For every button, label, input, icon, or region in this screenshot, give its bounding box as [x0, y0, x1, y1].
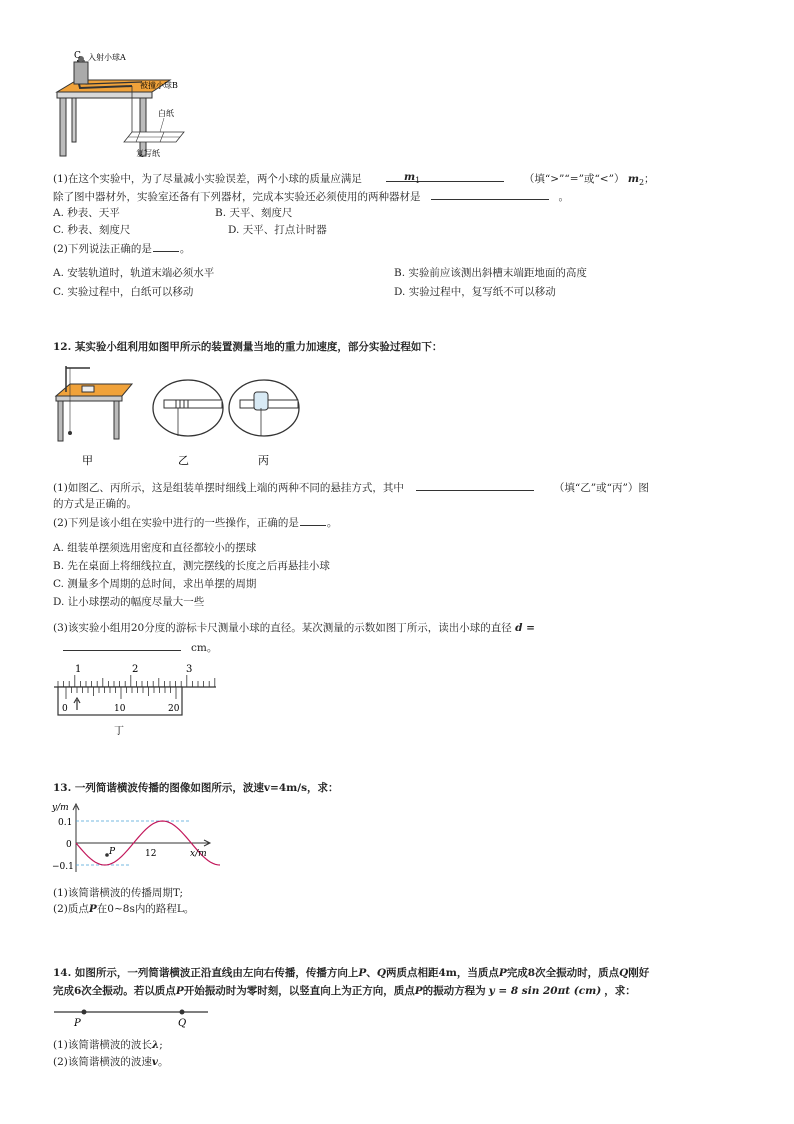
q11-part2-opt-a[interactable]: A. 安装轨道时，轨道末端必须水平: [53, 267, 215, 279]
main-scale-ticks: [58, 675, 215, 687]
q12-opt-b[interactable]: B. 先在桌面上将细线拉直，测完摆线的长度之后再悬挂小球: [53, 560, 330, 572]
q11-opt-b[interactable]: B. 天平、刻度尺: [215, 207, 293, 219]
q13-part2: (2)质点P在0~8s内的路程L。: [53, 903, 195, 915]
label-incident-ball: 入射小球A: [88, 53, 126, 62]
q11-blank-equipment[interactable]: [431, 189, 549, 200]
label-carbon-paper: 复写纸: [136, 149, 160, 158]
q11-part1-line2: 除了图中器材外，实验室还备有下列器材，完成本实验还必须使用的两种器材是 。: [53, 191, 569, 203]
q11-opt-c[interactable]: C. 秒表、刻度尺: [53, 224, 131, 236]
y-axis-label: y/m: [52, 803, 69, 813]
line-label-q: Q: [178, 1018, 187, 1029]
q11-part2-blank[interactable]: [153, 241, 179, 252]
q12-part3-line2: cm。: [53, 640, 217, 655]
y-tick-0.1: 0.1: [58, 818, 73, 828]
q11-opt-a[interactable]: A. 秒表、天平: [53, 207, 120, 219]
fig-label-jia: 甲: [82, 454, 93, 467]
label-target-ball: 被撞小球B: [140, 81, 178, 90]
main-scale-label-2: 2: [132, 664, 139, 675]
q14-line1: 14. 如图所示，一列简谐横波正沿直线由左向右传播，传播方向上P、Q两质点相距4m，当质点P完成8次全振动时，质点Q刚好: [53, 967, 650, 979]
fig-label-bing: 丙: [258, 454, 269, 467]
q13-part1: (1)该简谐横波的传播周期T;: [53, 887, 184, 899]
y-tick-neg0.1: −0.1: [52, 862, 74, 872]
q12-part1-line1: (1)如图乙、丙所示，这是组装单摆时细线上端的两种不同的悬挂方式，其中 （填“乙”或“丙”）图: [53, 482, 649, 494]
point-p-label: P: [109, 847, 116, 857]
line-label-p: P: [74, 1018, 81, 1029]
x-tick-12: 12: [145, 849, 157, 859]
q12-part1-line2: 的方式是正确的。: [53, 498, 137, 510]
q11-part2-opt-b[interactable]: B. 实验前应该测出斜槽末端距地面的高度: [394, 267, 587, 279]
main-scale-label-1: 1: [75, 664, 82, 675]
pendulum-figures: [52, 362, 312, 472]
q12-part2-blank[interactable]: [300, 515, 326, 526]
point-q-dot: [180, 1010, 185, 1015]
vernier-caliper-figure: [52, 660, 222, 738]
q12-blank-method[interactable]: [416, 480, 534, 491]
wave-graph: [50, 800, 220, 874]
point-p-dot: [82, 1010, 87, 1015]
q11-part2-opt-c[interactable]: C. 实验过程中，白纸可以移动: [53, 286, 194, 298]
q14-part1: (1)该简谐横波的波长λ;: [53, 1039, 163, 1051]
vernier-label-10: 10: [114, 704, 126, 714]
fig-label-yi: 乙: [178, 454, 189, 467]
y-tick-0: 0: [66, 840, 72, 850]
q14-line2: 完成6次全振动。若以质点P开始振动时为零时刻，以竖直向上为正方向，质点P的振动方程为 y = 8 sin 20πt (cm) ，求：: [53, 985, 636, 997]
caliper-caption: 丁: [114, 726, 124, 737]
q11-part2: (2)下列说法正确的是 。: [53, 243, 191, 255]
x-axis-label: x/m: [190, 849, 207, 859]
collision-apparatus-figure: [52, 50, 202, 162]
q12-opt-c[interactable]: C. 测量多个周期的总时间，求出单摆的周期: [53, 578, 257, 590]
q11-part1-line1: (1)在这个实验中，为了尽量减小实验误差，两个小球的质量应满足 （填“>”“=”或“<”） $m_2$；: [53, 173, 655, 188]
main-scale-label-3: 3: [186, 664, 193, 675]
q11-part2-opt-d[interactable]: D. 实验过程中，复写纸不可以移动: [394, 286, 556, 298]
vernier-label-20: 20: [168, 704, 180, 714]
q12-part3: (3)该实验小组用20分度的游标卡尺测量小球的直径。某次测量的示数如图丁所示，读出小球的直径 d =: [53, 622, 535, 634]
q11-m1: $m_1$: [404, 171, 421, 186]
label-white-paper: 白纸: [158, 109, 174, 118]
q12-opt-d[interactable]: D. 让小球摆动的幅度尽量大一些: [53, 596, 205, 608]
q12-opt-a[interactable]: A. 组装单摆须选用密度和直径都较小的摆球: [53, 542, 257, 554]
q12-blank-diameter[interactable]: [63, 640, 181, 651]
pq-line-figure: [52, 1004, 212, 1030]
q11-opt-d[interactable]: D. 天平、打点计时器: [228, 224, 327, 236]
q14-part2: (2)该简谐横波的波速v。: [53, 1056, 169, 1068]
q12-title: 12. 某实验小组利用如图甲所示的装置测量当地的重力加速度，部分实验过程如下：: [53, 341, 443, 353]
label-c: C: [74, 51, 81, 61]
q13-title: 13. 一列简谐横波传播的图像如图所示，波速v=4m/s，求：: [53, 782, 339, 794]
q12-part2: (2)下列是该小组在实验中进行的一些操作，正确的是 。: [53, 517, 338, 529]
vernier-label-0: 0: [62, 704, 68, 714]
